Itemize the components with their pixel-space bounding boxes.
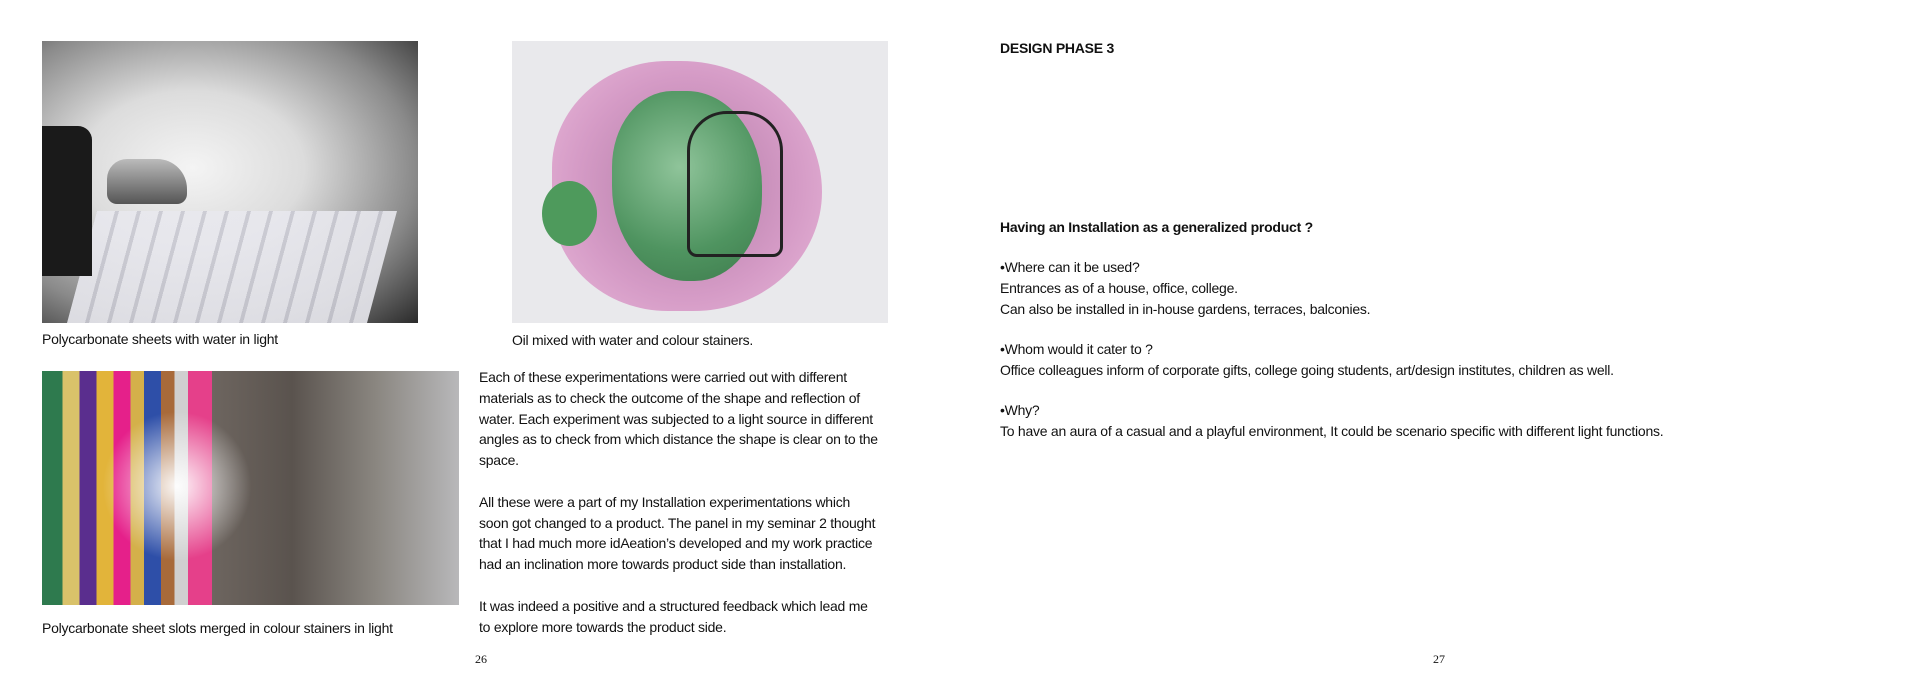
text-line: to explore more towards the product side. xyxy=(479,618,727,635)
caption-image2: Oil mixed with water and colour stainers. xyxy=(512,332,754,348)
text-line: All these were a part of my Installation experimentations which xyxy=(479,493,850,510)
text-line: Office colleagues inform of corporate gifts, college going students, art/design institutes, children as well. xyxy=(1000,361,1614,378)
paragraph xyxy=(479,492,878,575)
question: •Why? xyxy=(1000,402,1040,418)
text-line: Entrances as of a house, office, college. xyxy=(1000,279,1238,296)
text-line: Each of these experimentations were carried out with different xyxy=(479,369,847,385)
text-line: To have an aura of a casual and a playful environment, It could be scenario specific with different light functions. xyxy=(1000,422,1664,439)
text-line: that I had much more idAeation’s developed and my work practice xyxy=(479,535,873,552)
subheading: Having an Installation as a generalized product ? xyxy=(1000,219,1313,235)
photo-colour-slots xyxy=(42,371,459,605)
text-line: materials as to check the outcome of the shape and reflection of xyxy=(479,389,860,406)
text-line: angles as to check from which distance the shape is clear on to the xyxy=(479,431,878,448)
paragraph xyxy=(479,596,878,638)
text-line: water. Each experiment was subjected to a light source in different xyxy=(479,410,873,427)
caption-image3: Polycarbonate sheet slots merged in colour stainers in light xyxy=(42,620,393,636)
text-line: had an inclination more towards product side than installation. xyxy=(479,556,847,573)
text-line: It was indeed a positive and a structured feedback which lead me xyxy=(479,597,868,614)
page-number: 27 xyxy=(1433,652,1445,666)
paragraph xyxy=(479,367,878,471)
question: •Where can it be used? xyxy=(1000,259,1140,275)
page-number: 26 xyxy=(475,652,487,666)
text-line: Can also be installed in in-house gardens, terraces, balconies. xyxy=(1000,300,1371,317)
page-heading: DESIGN PHASE 3 xyxy=(1000,40,1114,56)
section-where xyxy=(1000,257,1370,319)
photo-oil-stainers xyxy=(512,41,888,323)
text-line: soon got changed to a product. The panel in my seminar 2 thought xyxy=(479,514,876,531)
section-whom xyxy=(1000,339,1614,381)
caption-image1: Polycarbonate sheets with water in light xyxy=(42,331,278,347)
photo-polycarbonate-sheets xyxy=(42,41,418,323)
body-text xyxy=(479,367,878,637)
text-line: space. xyxy=(479,452,519,469)
section-why xyxy=(1000,400,1663,442)
question: •Whom would it cater to ? xyxy=(1000,341,1153,357)
